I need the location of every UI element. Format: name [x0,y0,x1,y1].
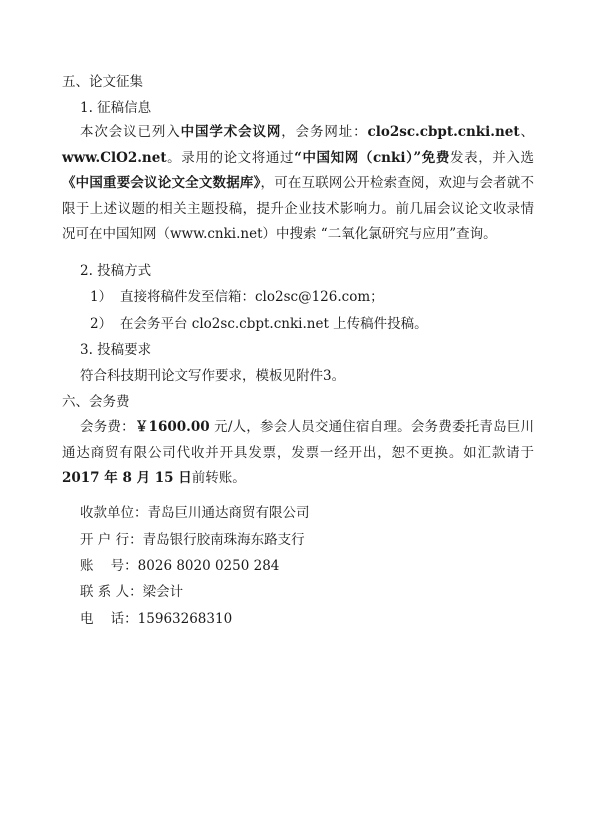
field-value: 青岛巨川通达商贸有限公司 [147,505,310,521]
section-heading-fee: 六、会务费 [62,394,130,410]
cnki-free-text: “中国知网（cnki）”免费 [294,149,450,166]
section-heading-papers: 五、论文征集 [62,74,143,90]
requirements-text: 符合科技期刊论文写作要求，模板见附件3。 [80,368,346,384]
deadline-date: 2017 年 8 月 15 日 [62,470,192,486]
field-value: 梁会计 [142,584,184,600]
field-label: 收款单位： [80,505,148,521]
field-label: 电 话： [80,611,138,627]
conference-url: clo2sc.cbpt.cnki.net [367,124,520,140]
field-payee [80,504,310,522]
conference-site-name: 中国学术会议网 [180,124,282,140]
field-phone [80,610,232,628]
text-run: 前转账。 [191,470,246,486]
text-run: 发表，并入选 [450,149,535,166]
field-value: 8026 8020 0250 284 [137,558,280,574]
paragraph-call-info [62,120,534,248]
field-contact [80,583,183,601]
fee-amount: ￥1600.00 [134,419,210,435]
paragraph-fee [62,415,534,492]
field-bank [80,531,305,549]
list-number: 2） [90,316,113,332]
text-run: 会务费： [80,419,135,435]
text-run: 。录用的论文将通过 [166,149,295,166]
field-value: 青岛银行胶南珠海东路支行 [142,532,305,548]
subheading-requirements: 3. 投稿要求 [80,342,152,358]
text-run: ，会务网址： [281,124,368,140]
website-url: www.ClO2.net [62,149,167,166]
subheading-submission-method: 2. 投稿方式 [80,263,152,279]
list-number: 1） [90,289,113,305]
platform-text: 在会务平台 clo2sc.cbpt.cnki.net 上传稿件投稿。 [120,316,428,332]
text-run: 、 [519,124,535,140]
field-label: 联 系 人： [80,584,143,600]
subheading-call-info: 1. 征稿信息 [80,100,152,116]
field-account [80,557,279,575]
field-label: 账 号： [80,558,138,574]
list-item-email [90,288,384,306]
text-run: ，可在互联网公开检索查阅，欢迎与会者就不限于上述议题的相关主题投稿，提升企业技术影响力。前几届会议论文收录情况可在中国知网（www.cnki.net）中搜索 “二氧化氯研究与应用”查询。 [62,175,535,242]
field-label: 开 户 行： [80,532,143,548]
text-run: 本次会议已列入 [80,124,181,140]
text-run: 元/人，参会人员交通住宿自理。会务费委托青岛巨川通达商贸有限公司代收并开具发票，发票一经开出，恕不更换。如汇款请于 [62,419,535,461]
list-item-platform [90,315,428,333]
email-text: 直接将稿件发至信箱：clo2sc@126.com； [120,289,384,305]
database-name: 《中国重要会议论文全文数据库》 [62,175,261,191]
field-value: 15963268310 [137,611,233,627]
